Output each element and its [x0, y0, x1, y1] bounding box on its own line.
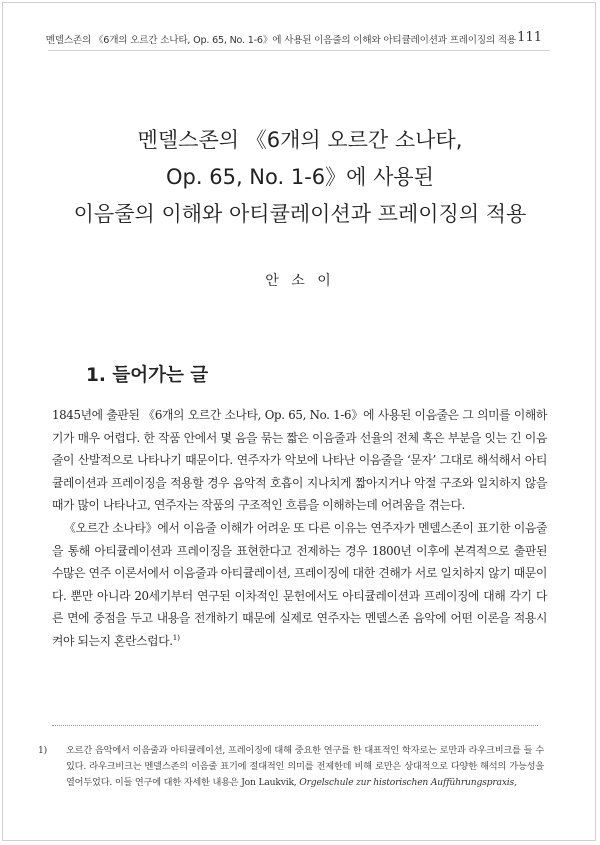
title-line-2: Op. 65, No. 1-6》에 사용된: [166, 165, 434, 190]
footnote-italic-title: Orgelschule zur historischen Aufführungspraxis,: [299, 777, 517, 788]
footnote: [38, 743, 544, 791]
page-number: 111: [517, 30, 542, 45]
paragraph-1: 1845년에 출판된 《6개의 오르간 소나타, Op. 65, No. 1-6》에 사용된 이음줄은 그 의미를 이해하기가 매우 어렵다. 한 작품 안에서 몇 음을 묶는 짧은 이음줄과 선율의 전체 혹은 부분을 잇는 긴 이음줄이 산발적으로 나타나기 때문이다. 연주자가 악보에 나타난 이음줄을 ‘문자’ 그대로 해석해서 아티큘레이션과 프레이징을 적용할 경우 음악적 호흡이 지나치게 짧아지거나 악절 구조와 일치하지 않을 때가 많이 나타나고, 연주자는 작품의 구조적인 흐름을 이해하는데 어려움을 겪는다.: [52, 408, 547, 513]
paragraph-2-text: 《오르간 소나타》에서 이음줄 이해가 어려운 또 다른 이유는 연주자가 멘델스존이 표기한 이음줄을 통해 아티큘레이션과 프레이징을 표현한다고 전제하는 경우 1800년 이후에 본격적으로 출판된 수많은 연주 이론서에서 이음줄과 아티큘레이션, 프레이징에 대한 견해가 서로 일치하지 않기 때문이다. 뿐만 아니라 20세기부터 연구된 이차적인 문헌에서도 아티큘레이션과 프레이징에 대해 각기 다른 면에 중점을 두고 내용을 전개하기 때문에 실제로 연주자는 멘델스존 음악에 어떤 이론을 적용시켜야 되는지 혼란스럽다.: [52, 520, 547, 648]
section-heading: 1. 들어가는 글: [86, 365, 209, 387]
body-text: [52, 404, 547, 653]
footnote-body: [38, 743, 544, 791]
running-header-title: 멘델스존의 《6개의 오르간 소나타, Op. 65, No. 1-6》에 사용된 이음줄의 이해와 아티큘레이션과 프레이징의 적용: [45, 35, 516, 46]
paper-title: [20, 122, 580, 233]
footnote-divider: [52, 725, 538, 726]
running-header: [0, 30, 600, 50]
footnote-text: 오르간 음악에서 이음줄과 아티큘레이션, 프레이징에 대해 중요한 연구를 한 대표적인 학자로는 로만과 라우크비크를 들 수 있다. 라우크비크는 멘델스존의 이음줄 표기에 절대적인 의미를 전제한데 비해 로만은 상대적으로 다양한 해석의 가능성을 열어두었다. 이들 연구에 대한 자세한 내용은 Jon Laukvik,: [66, 745, 544, 788]
title-line-3: 이음줄의 이해와 아티큘레이션과 프레이징의 적용: [73, 202, 527, 227]
footnote-marker: 1): [38, 745, 48, 756]
footnote-reference[interactable]: 1): [172, 633, 180, 643]
author-name: 안 소 이: [265, 273, 335, 289]
paragraph-2: [52, 517, 547, 653]
header-rule: [48, 50, 550, 51]
title-line-1: 멘델스존의 《6개의 오르간 소나타,: [137, 128, 463, 153]
